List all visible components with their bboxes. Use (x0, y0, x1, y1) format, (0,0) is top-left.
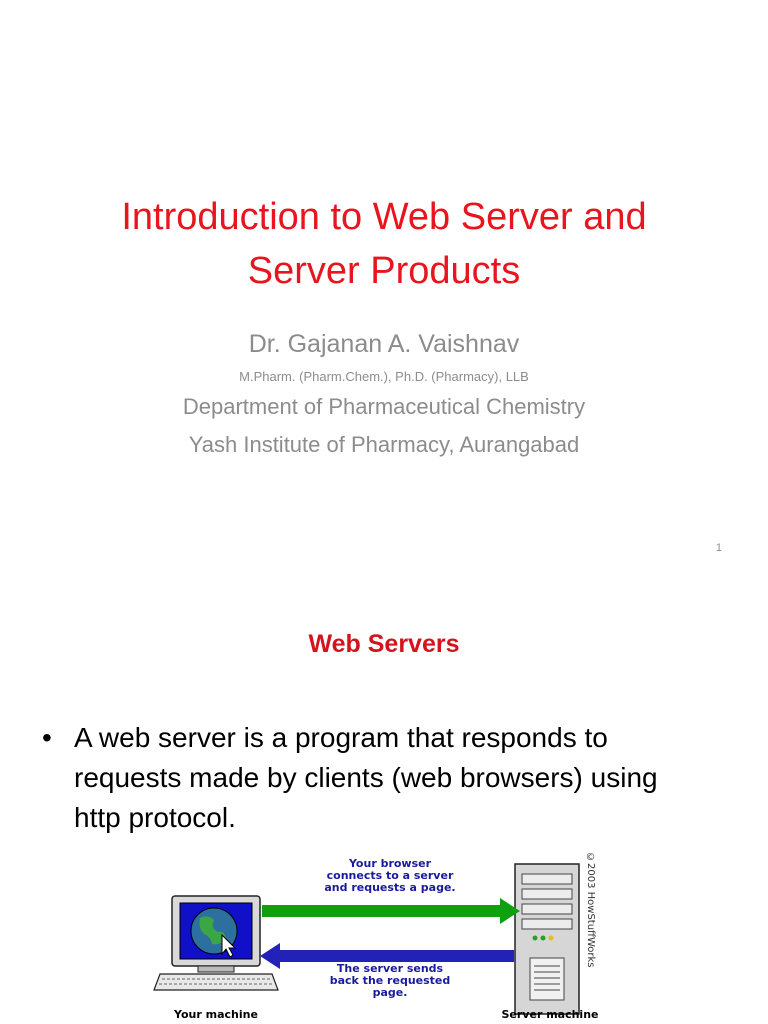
author-name: Dr. Gajanan A. Vaishnav (248, 330, 520, 358)
request-label-line-2: connects to a server (326, 869, 454, 882)
author-qualifications: M.Pharm. (Pharm.Chem.), Ph.D. (Pharmacy), LLB (239, 369, 529, 384)
response-label-line-1: The server sends (336, 962, 444, 975)
web-servers-slide (0, 576, 768, 1024)
bullet-line-3: http protocol. (74, 802, 236, 833)
response-label (310, 963, 470, 999)
response-label-line-2: back the requested (329, 974, 451, 987)
bullet-line-1: A web server is a program that responds to (74, 722, 608, 753)
server-machine-label: Server machine (501, 1008, 599, 1021)
request-label (310, 858, 470, 894)
bullet-text (74, 718, 734, 838)
response-label-line-3: page. (372, 986, 408, 999)
client-machine-label: Your machine (174, 1008, 258, 1021)
slide-heading: Web Servers (308, 630, 460, 658)
server-tower-icon (515, 864, 579, 1014)
page-number: 1 (715, 542, 722, 554)
request-label-line-3: and requests a page. (324, 881, 456, 894)
slide-title-line-2: Server Products (247, 250, 521, 292)
bullet-line-2: requests made by clients (web browsers) using (74, 762, 658, 793)
client-server-diagram (150, 846, 620, 1024)
image-credit: ©2003 HowStuffWorks (585, 852, 596, 968)
institute-name: Yash Institute of Pharmacy, Aurangabad (188, 432, 580, 457)
request-label-line-1: Your browser (348, 857, 432, 870)
slide-title-line-1: Introduction to Web Server and (121, 196, 647, 238)
bullet-marker: • (42, 722, 52, 753)
department-name: Department of Pharmaceutical Chemistry (182, 394, 586, 419)
slide-title (40, 190, 728, 298)
client-computer-icon (154, 896, 278, 990)
request-arrow (262, 898, 520, 924)
